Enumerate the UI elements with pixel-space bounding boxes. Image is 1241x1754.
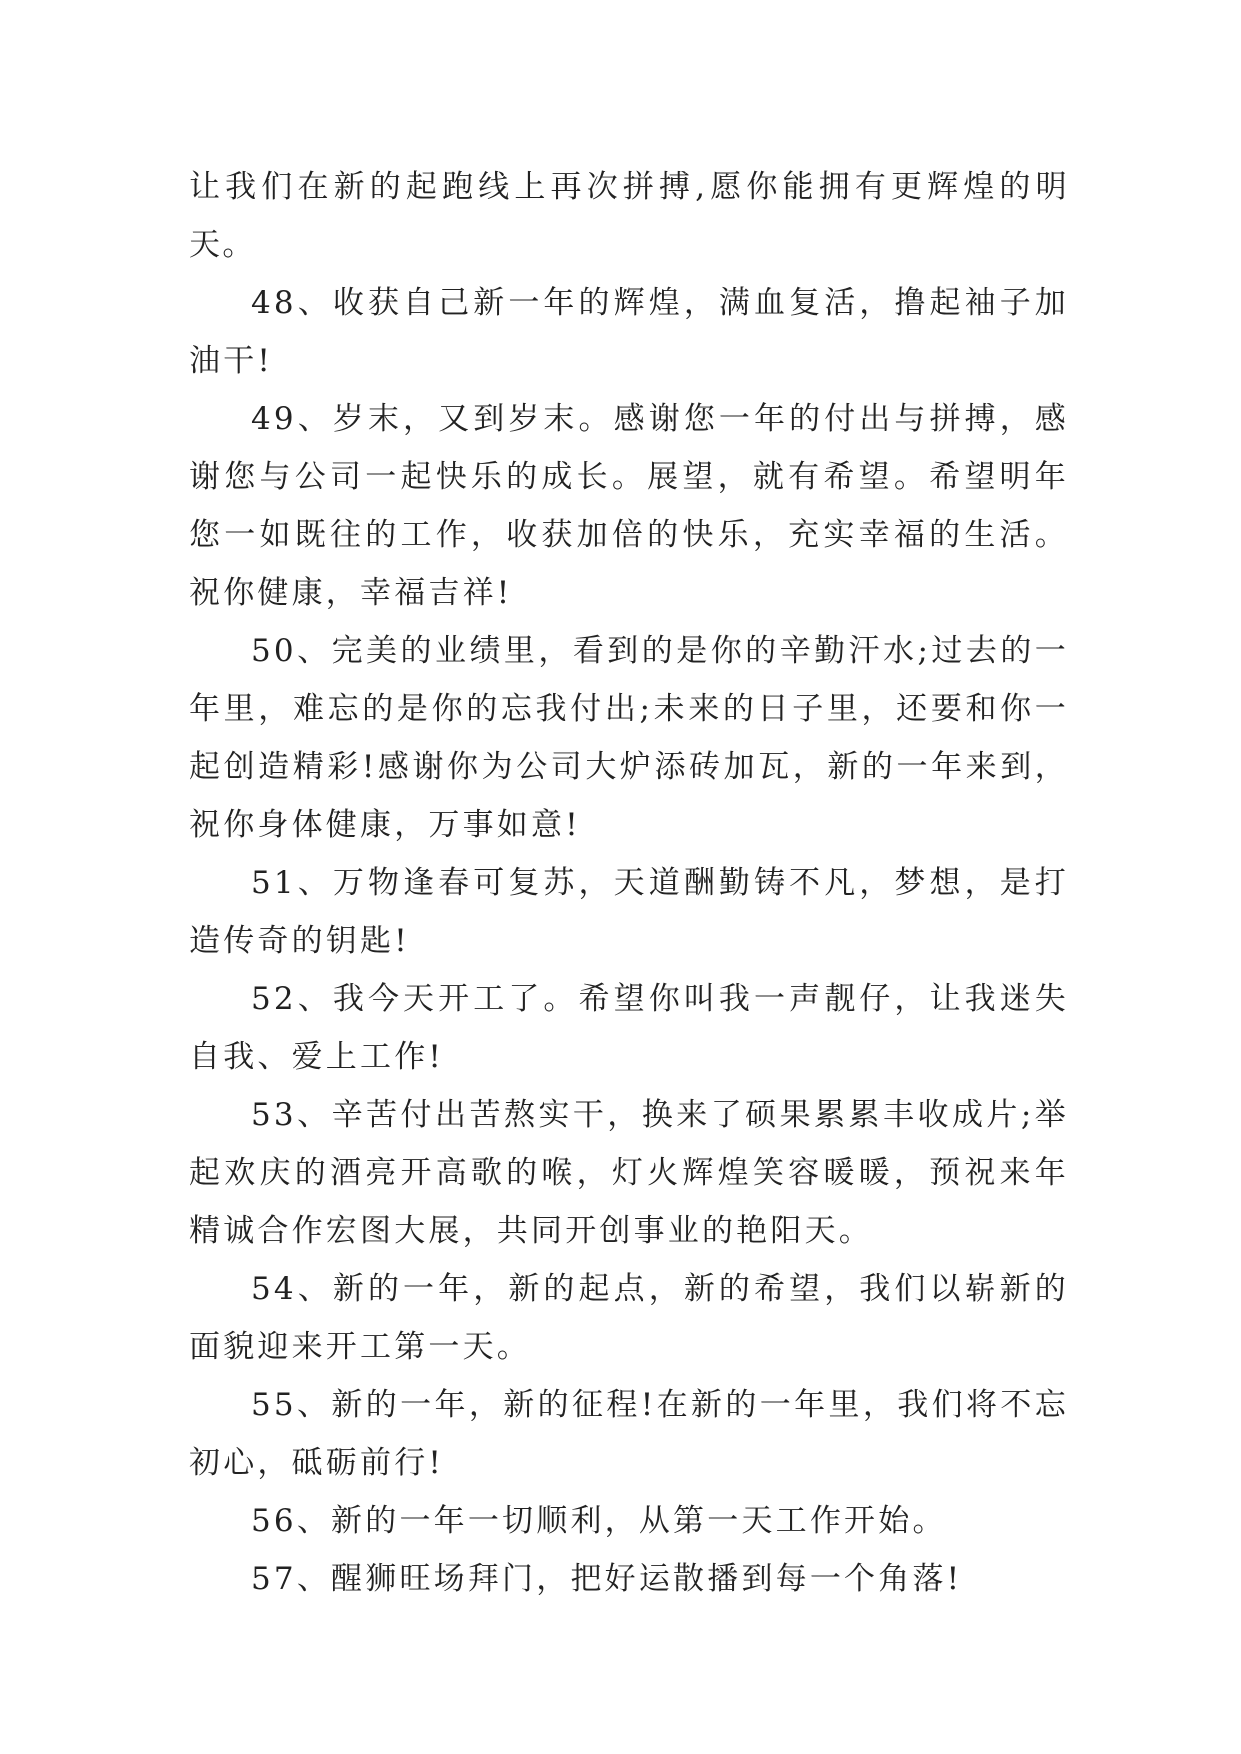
paragraph-item-52: 52、我今天开工了。希望你叫我一声靓仔，让我迷失自我、爱上工作! — [189, 981, 1069, 1075]
document-body — [189, 158, 1069, 1608]
paragraph-item-55: 55、新的一年，新的征程!在新的一年里，我们将不忘初心，砥砺前行! — [189, 1387, 1069, 1481]
paragraph-item-50: 50、完美的业绩里，看到的是你的辛勤汗水;过去的一年里，难忘的是你的忘我付出;未来的日子里，还要和你一起创造精彩!感谢你为公司大炉添砖加瓦，新的一年来到，祝你身体健康，万事如意! — [189, 633, 1069, 843]
paragraph-item-54: 54、新的一年，新的起点，新的希望，我们以崭新的面貌迎来开工第一天。 — [189, 1271, 1069, 1365]
paragraph-item-56: 56、新的一年一切顺利，从第一天工作开始。 — [251, 1503, 947, 1539]
paragraph-item-49: 49、岁末，又到岁末。感谢您一年的付出与拼搏，感谢您与公司一起快乐的成长。展望，就有希望。希望明年您一如既往的工作，收获加倍的快乐，充实幸福的生活。祝你健康，幸福吉祥! — [189, 401, 1069, 611]
paragraph-item-48: 48、收获自己新一年的辉煌，满血复活，撸起袖子加油干! — [189, 285, 1069, 379]
paragraph-continuation: 让我们在新的起跑线上再次拼搏,愿你能拥有更辉煌的明天。 — [189, 169, 1069, 263]
paragraph-item-57: 57、醒狮旺场拜门，把好运散播到每一个角落! — [251, 1561, 963, 1597]
paragraph-item-53: 53、辛苦付出苦熬实干，换来了硕果累累丰收成片;举起欢庆的酒亮开高歌的喉，灯火辉煌笑容暖暖，预祝来年精诚合作宏图大展，共同开创事业的艳阳天。 — [189, 1097, 1069, 1249]
paragraph-item-51: 51、万物逢春可复苏，天道酬勤铸不凡，梦想，是打造传奇的钥匙! — [189, 865, 1069, 959]
